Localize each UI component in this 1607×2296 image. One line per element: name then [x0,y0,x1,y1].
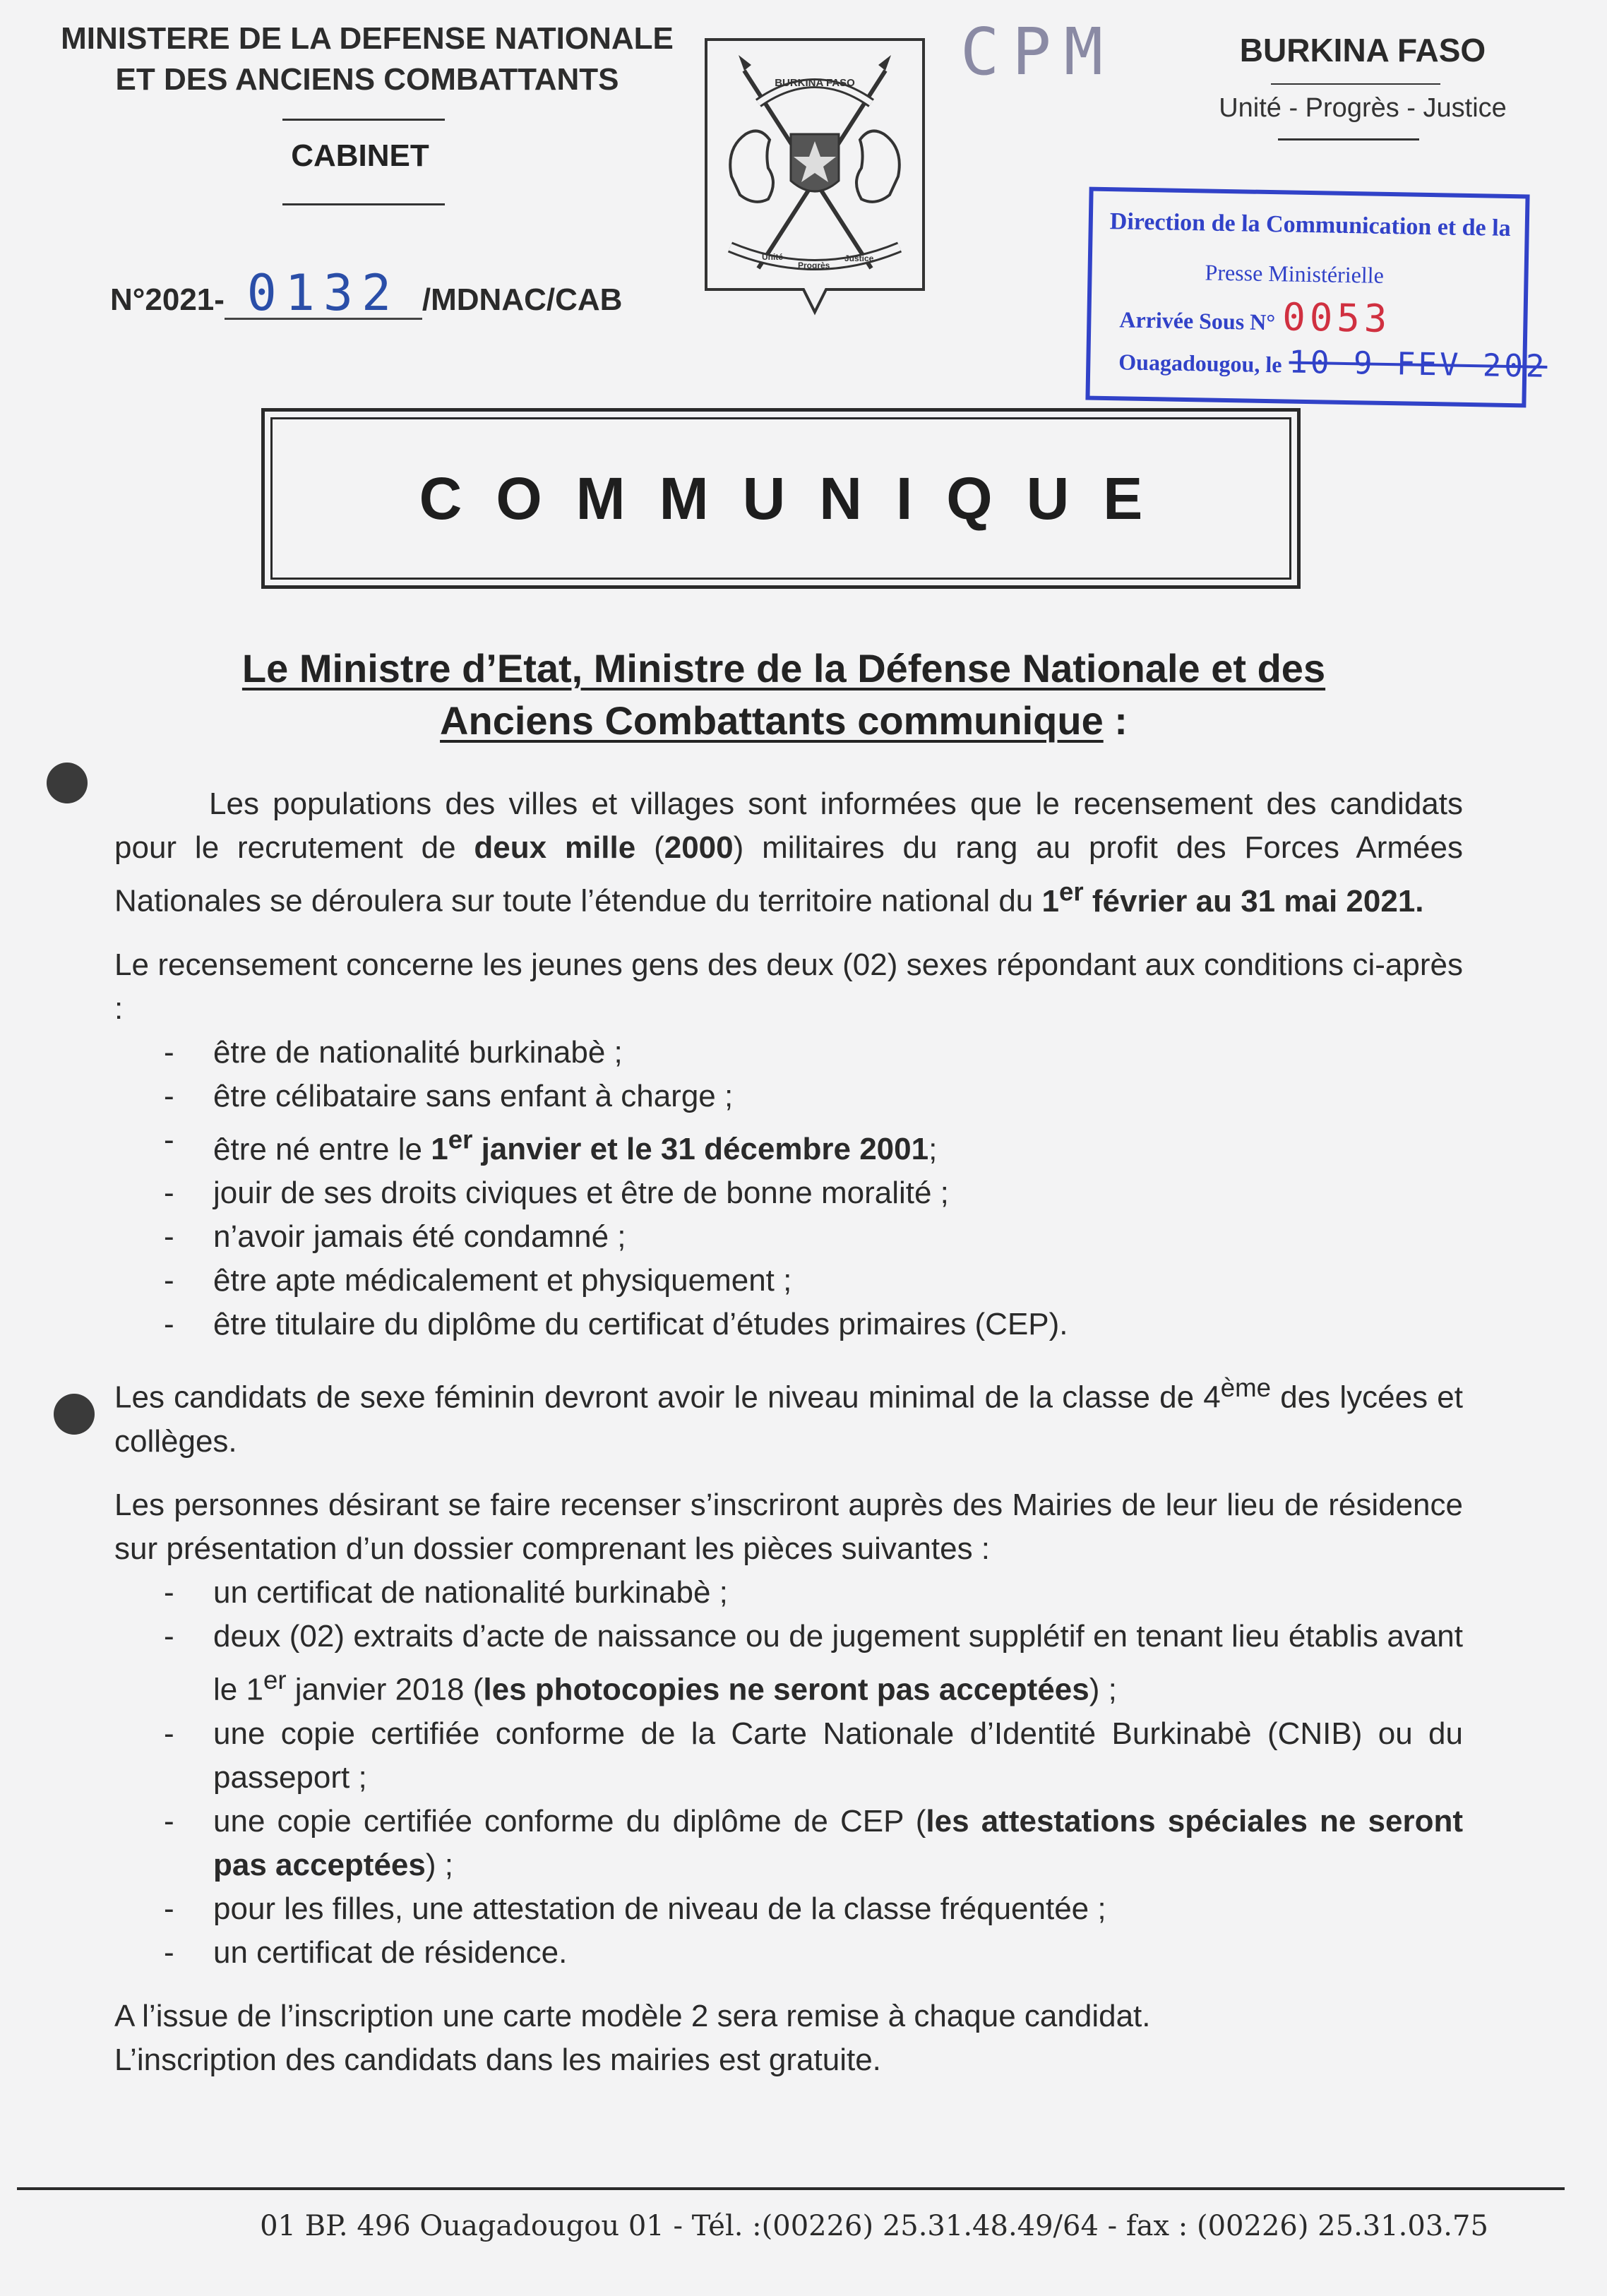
document-title: COMMUNIQUE [419,465,1177,532]
stamp-arrival [1119,292,1392,341]
national-motto: Unité - Progrès - Justice [1219,93,1507,123]
list-item: - être apte médicalement et physiquement ; [114,1259,1463,1303]
list-item: - une copie certifiée conforme du diplôme de CEP (les attestations spéciales ne seront pas acceptées) ; [114,1800,1463,1887]
headline-colon: : [1103,698,1128,743]
paragraph-announcement: Les populations des villes et villages sont informées que le recensement des candidats pour le recrutement de deux mille (2000) militaires du rang au profit des Forces Armées Nationales se déroulera sur toute l’étendue du territoire national du 1er février au 31 mai 2021. [114,787,1463,919]
stamp-department: Direction de la Communication et de la [1109,208,1511,242]
documents-list [114,1571,1463,1975]
ministry-line-1: MINISTERE DE LA DEFENSE NATIONALE [61,21,674,56]
reception-stamp [1085,187,1548,408]
list-item: - jouir de ses droits civiques et être de bonne moralité ; [114,1171,1463,1215]
list-item: - un certificat de résidence. [114,1931,1463,1975]
ref-prefix: N°2021- [110,282,225,317]
stamp-date [1118,341,1548,385]
coat-of-arms-emblem [702,35,928,316]
punch-hole-top [47,763,88,803]
emblem-motto-3: Justice [844,253,874,263]
list-item: - être de nationalité burkinabè ; [114,1031,1463,1075]
emblem-banner-text: BURKINA FASO [775,77,855,89]
reference-number [110,264,623,322]
stamp-arrival-label: Arrivée Sous N° [1119,306,1276,335]
cabinet-label: CABINET [291,138,429,173]
stamp-department-sub: Presse Ministérielle [1205,259,1385,288]
ministry-line-2: ET DES ANCIENS COMBATTANTS [115,62,619,97]
motto-divider [1278,138,1419,140]
list-item: - être titulaire du diplôme du certificat d’études primaires (CEP). [114,1303,1463,1346]
footer-contact: 01 BP. 496 Ouagadougou 01 - Tél. :(00226) 25.31.48.49/64 - fax : (00226) 25.31.03.75 [260,2210,1488,2242]
ministry-name [56,18,678,100]
cabinet-divider [282,203,445,205]
headline-line-2: Anciens Combattants communique [440,698,1104,743]
title-box [261,408,1301,589]
country-divider [1271,83,1440,85]
conditions-list [114,1031,1463,1347]
list-item: - un certificat de nationalité burkinabè ; [114,1571,1463,1615]
list-item: - être né entre le 1er janvier et le 31 décembre 2001; [114,1118,1463,1172]
paragraph-conditions-intro: Le recensement concerne les jeunes gens des deux (02) sexes répondant aux conditions ci-après : [114,947,1463,1026]
title-box-inner [270,417,1291,580]
closing-free: L’inscription des candidats dans les mairies est gratuite. [114,2042,881,2077]
stamp-arrival-number: 0053 [1282,294,1392,342]
communique-body [114,782,1463,2082]
emblem-motto-1: Unité [762,252,783,262]
stamp-date-value: 10 9 FEV 202 [1289,344,1548,385]
header-divider [282,119,445,121]
closing-card: A l’issue de l’inscription une carte modèle 2 sera remise à chaque candidat. [114,1998,1151,2033]
list-item: - pour les filles, une attestation de niveau de la classe fréquentée ; [114,1887,1463,1931]
ref-suffix: /MDNAC/CAB [422,282,623,317]
stamp-place-label: Ouagadougou, le [1118,349,1282,378]
ref-handwritten-number: 0132 [225,268,422,320]
paragraph-registration: Les personnes désirant se faire recenser s’inscriront auprès des Mairies de leur lieu de résidence sur présentation d’un dossier comprenant les pièces suivantes : [114,1487,1463,1566]
list-item: - être célibataire sans enfant à charge ; [114,1075,1463,1118]
communique-headline [155,642,1412,747]
paragraph-female-candidates: Les candidats de sexe féminin devront avoir le niveau minimal de la classe de 4ème des lycées et collèges. [114,1373,1463,1459]
country-name: BURKINA FASO [1239,32,1486,68]
emblem-motto-2: Progrès [798,261,830,270]
headline-line-1: Le Ministre d’Etat, Ministre de la Défense Nationale et des [241,646,1326,690]
footer-divider [17,2187,1565,2190]
handwritten-initials: CPM [960,14,1116,90]
list-item: - une copie certifiée conforme de la Carte Nationale d’Identité Burkinabè (CNIB) ou du passeport ; [114,1712,1463,1800]
list-item: - n’avoir jamais été condamné ; [114,1215,1463,1259]
punch-hole-bottom [54,1394,95,1435]
list-item: - deux (02) extraits d’acte de naissance ou de jugement supplétif en tenant lieu établis avant le 1er janvier 2018 (les photocopies ne seront pas acceptées) ; [114,1615,1463,1712]
